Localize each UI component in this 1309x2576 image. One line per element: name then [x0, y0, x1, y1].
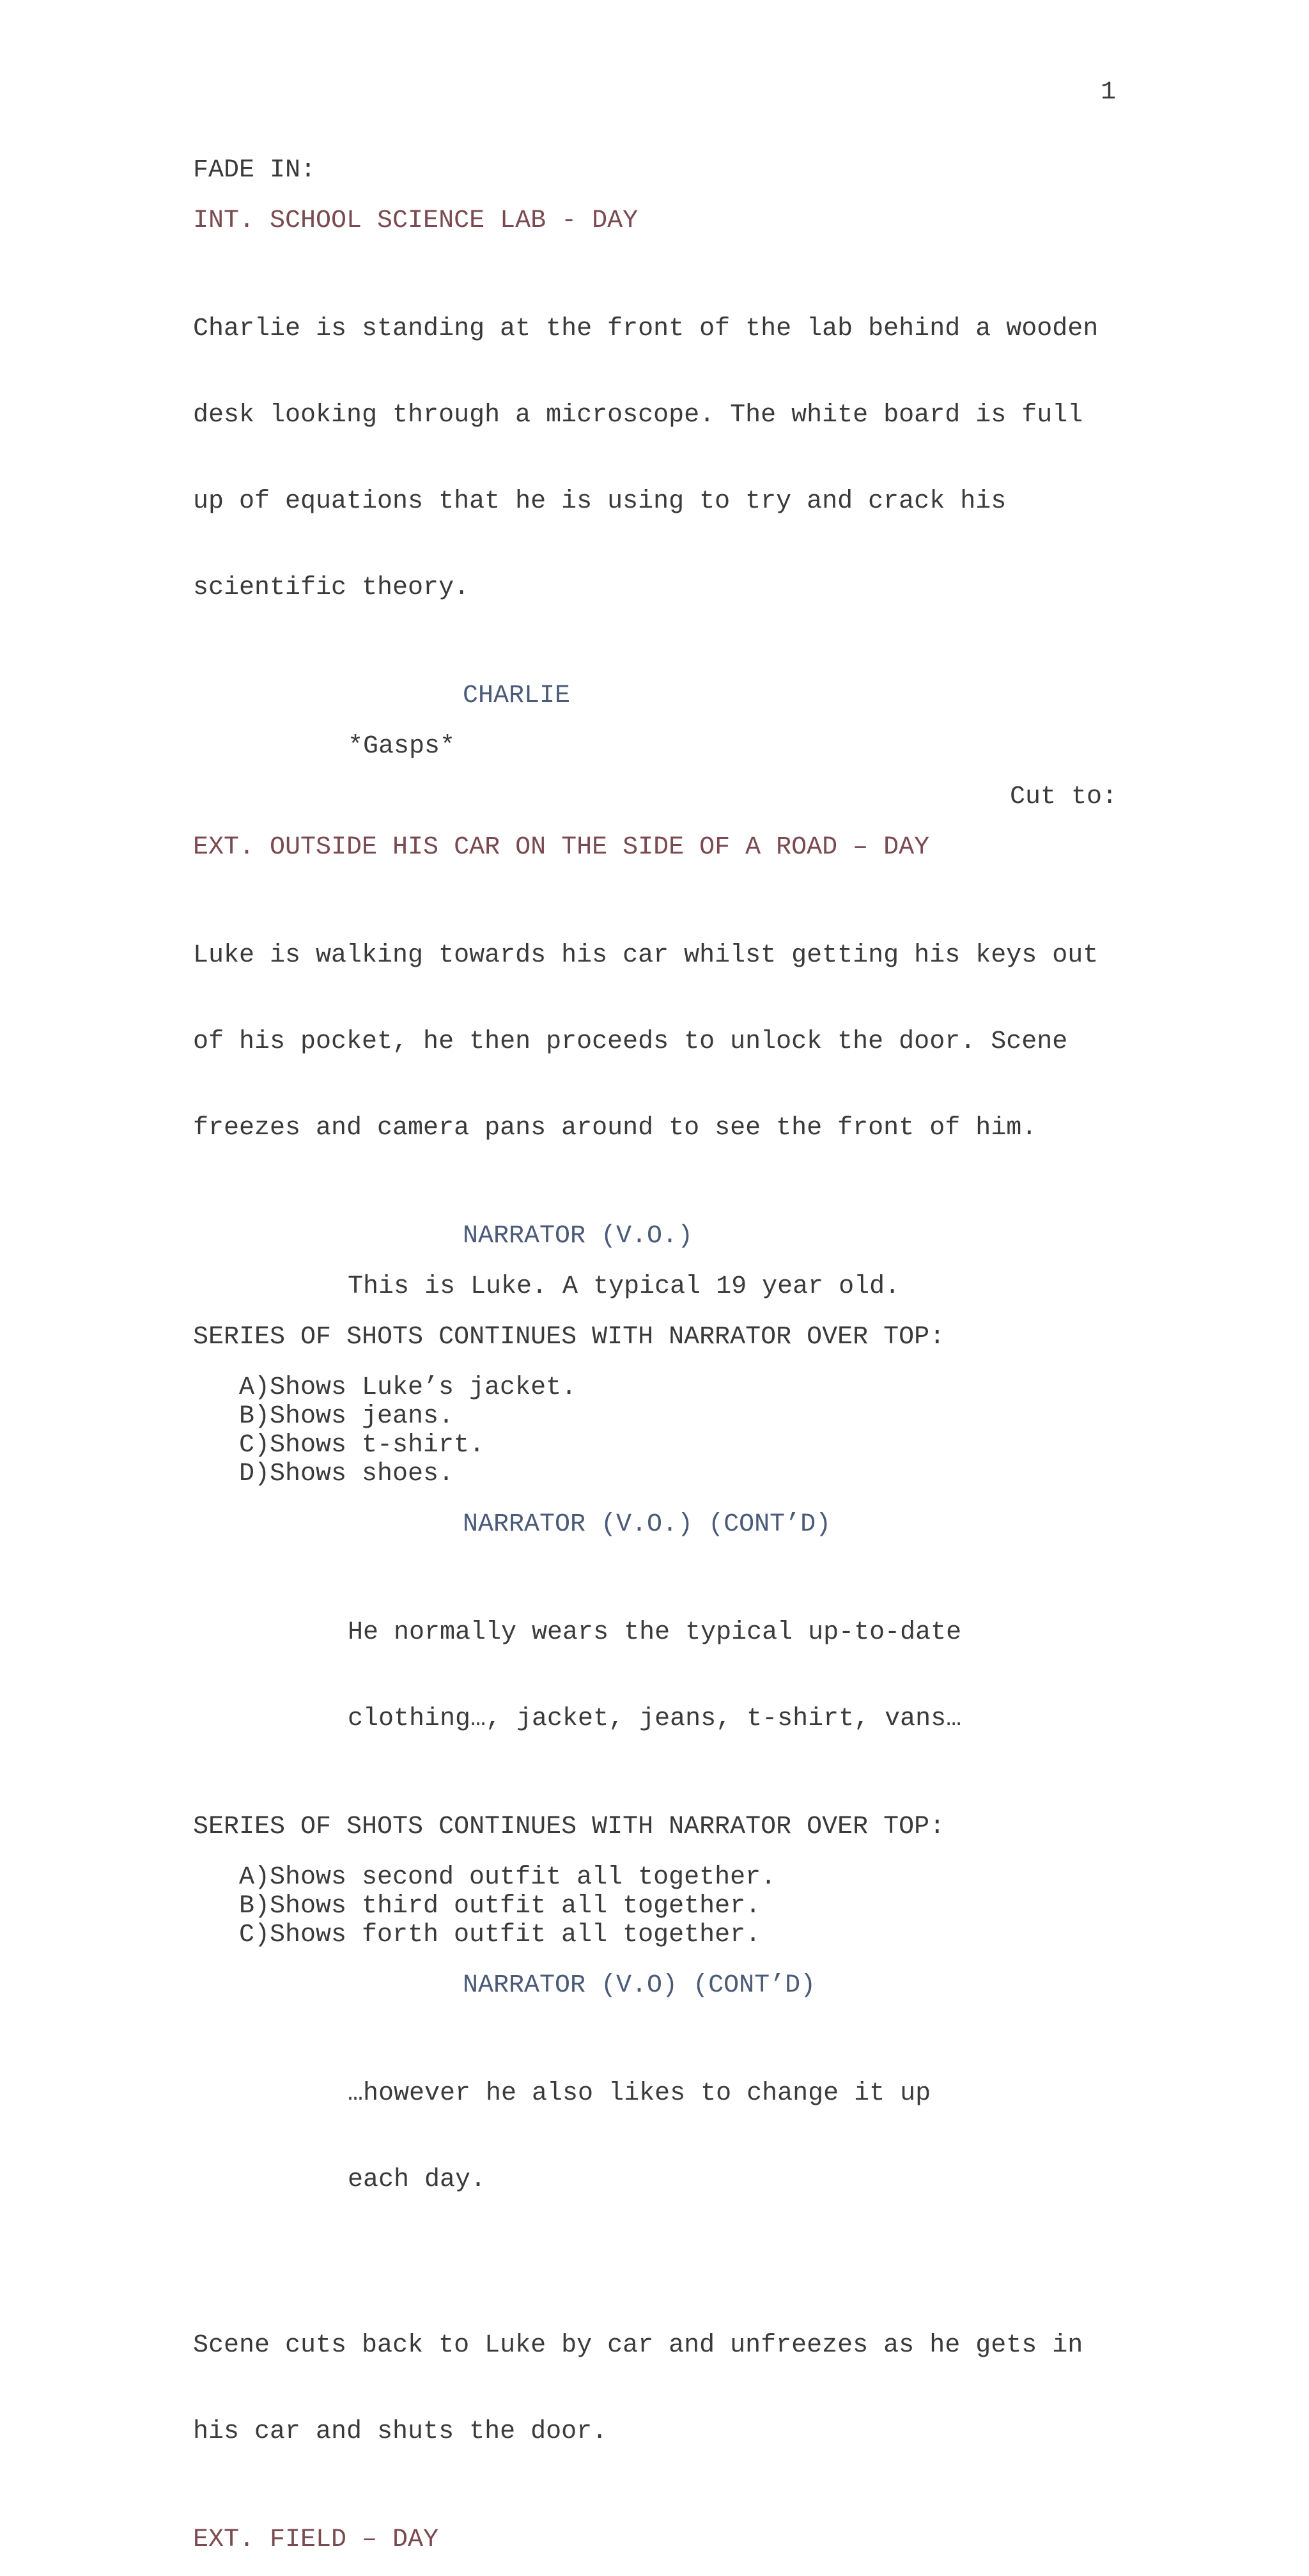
action-line: scientific theory. — [193, 574, 470, 602]
list-item-text: Shows jeans. — [270, 1402, 454, 1431]
list-item-text: Shows third outfit all together. — [270, 1892, 761, 1921]
action-block-1 — [193, 257, 1117, 660]
list-item — [193, 1373, 1117, 1402]
list-item — [193, 1892, 1117, 1921]
list-item — [193, 1460, 1117, 1488]
action-line: Luke is walking towards his car whilst getting his keys out — [193, 941, 1099, 970]
list-item — [193, 1402, 1117, 1431]
action-line: Scene cuts back to Luke by car and unfreezes as he gets in — [193, 2331, 1083, 2360]
dialogue-line: each day. — [348, 2166, 486, 2194]
list-item-text: Shows Luke’s jacket. — [270, 1373, 577, 1402]
list-item-text: Shows second outfit all together. — [270, 1863, 777, 1892]
list-item — [193, 1921, 1117, 1949]
dialogue-line: He normally wears the typical up-to-date — [348, 1618, 962, 1647]
action-line: desk looking through a microscope. The white board is full — [193, 401, 1083, 430]
list-marker: A) — [238, 1863, 270, 1892]
action-line: freezes and camera pans around to see the front of him. — [193, 1114, 1037, 1143]
list-marker: B) — [238, 1892, 270, 1921]
action-line: up of equations that he is using to try and crack his — [193, 487, 1007, 516]
dialogue-charlie: *Gasps* — [348, 732, 456, 761]
screenplay-body — [193, 156, 1117, 2576]
dialogue-line: clothing…, jacket, jeans, t-shirt, vans… — [348, 1705, 962, 1733]
list-item — [193, 1431, 1117, 1460]
character-cue-narrator-3: NARRATOR (V.O) (CONT’D) — [463, 1971, 816, 2000]
page-number: 1 — [1100, 78, 1116, 107]
shot-list-1 — [193, 1373, 1117, 1488]
fade-in-transition: FADE IN: — [193, 156, 316, 185]
character-cue-narrator-2: NARRATOR (V.O.) (CONT’D) — [463, 1510, 832, 1539]
action-block-3 — [193, 2274, 1117, 2504]
series-of-shots-1: SERIES OF SHOTS CONTINUES WITH NARRATOR OVER TOP: — [193, 1323, 945, 1352]
dialogue-narrator-2 — [193, 1561, 987, 1791]
list-item-text: Shows forth outfit all together. — [270, 1921, 761, 1949]
scene-heading-1: INT. SCHOOL SCIENCE LAB - DAY — [193, 207, 639, 235]
action-line: of his pocket, he then proceeds to unlock the door. Scene — [193, 1027, 1068, 1056]
dialogue-narrator-3 — [193, 2022, 987, 2252]
character-cue-narrator-1: NARRATOR (V.O.) — [463, 1222, 693, 1251]
list-marker: C) — [238, 1431, 270, 1460]
action-line: Charlie is standing at the front of the lab behind a wooden — [193, 315, 1099, 343]
list-marker: A) — [238, 1373, 270, 1402]
list-marker: B) — [238, 1402, 270, 1431]
dialogue-narrator-1: This is Luke. A typical 19 year old. — [348, 1272, 901, 1301]
character-cue-charlie: CHARLIE — [463, 682, 571, 710]
cut-to-transition: Cut to: — [1009, 783, 1117, 811]
scene-heading-3: EXT. FIELD – DAY — [193, 2525, 439, 2554]
scene-heading-2: EXT. OUTSIDE HIS CAR ON THE SIDE OF A ROAD – DAY — [193, 833, 930, 862]
shot-list-2 — [193, 1863, 1117, 1949]
list-marker: D) — [238, 1460, 270, 1488]
list-marker: C) — [238, 1921, 270, 1949]
list-item — [193, 1863, 1117, 1892]
action-block-2 — [193, 884, 1117, 1200]
series-of-shots-2: SERIES OF SHOTS CONTINUES WITH NARRATOR OVER TOP: — [193, 1813, 945, 1841]
action-line: his car and shuts the door. — [193, 2417, 608, 2446]
list-item-text: Shows shoes. — [270, 1460, 454, 1488]
list-item-text: Shows t-shirt. — [270, 1431, 485, 1460]
dialogue-line: …however he also likes to change it up — [348, 2079, 931, 2108]
